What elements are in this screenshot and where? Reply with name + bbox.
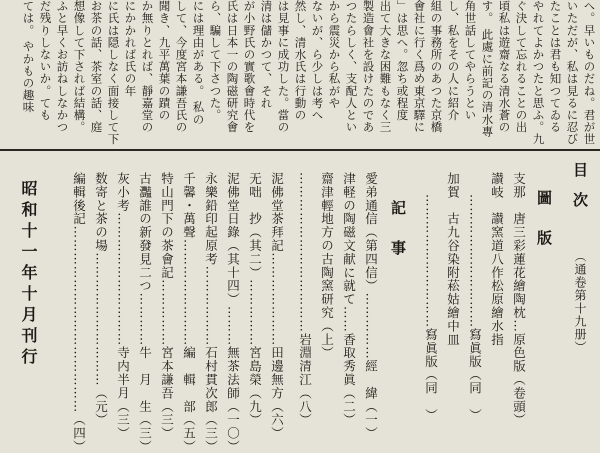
prose-line: いただが、私は見るに忍び <box>565 0 580 146</box>
prose-line: つたらしく、支配人とい <box>344 0 359 134</box>
prose-line: 出て大きな困難もなく三 <box>378 0 393 134</box>
prose-line: ふと早くお訪ねしなかつ <box>55 0 70 134</box>
prose-line: 角世話してやらうとい <box>463 0 478 121</box>
prose-line: 聞き、九平萬葉の蹟の <box>157 0 172 121</box>
prose-line: へ。早いものだね。君が世 <box>582 0 597 146</box>
prose-line: 清は儲かつて、それ <box>259 0 274 109</box>
toc-entry: 特山門下の茶會記……………宮本謙吾（三） <box>159 172 175 440</box>
toc-entry: 支那 唐三彩蓮花繪陶枕…原色版（卷頭） <box>511 172 527 427</box>
prose-line: は見事に成功した。當の <box>276 0 291 134</box>
toc-entry: 齋津輕地方の古陶窯研究（上） <box>319 172 335 360</box>
prose-line: 氏は日本一の陶磁研究會 <box>225 0 240 134</box>
prose-line: して、今度宮本謙吾氏の <box>174 0 189 134</box>
toc-entry: 数寄と茶の場…………………………（元） <box>93 172 109 427</box>
toc-entry: 永樂鉛印起原考………………石村貫次郎（三） <box>203 172 219 453</box>
articles-heading: 記 事 <box>389 200 407 260</box>
toc-entry: 津軽の陶磁文献に就て……香取秀眞（二） <box>341 172 357 427</box>
toc-entry: 千馨・萬聲……………………編 輯 部（五） <box>181 172 197 453</box>
divider-rule <box>0 149 600 151</box>
prose-line: 然し、清水氏は行動の <box>293 0 308 121</box>
toc-entry: 泥佛堂茶拜記…………………田邊無方（六） <box>269 172 285 440</box>
prose-line: だ残りしないか。ても <box>38 0 53 121</box>
plates-heading: 圖 版 <box>535 190 553 250</box>
prose-line: 」は思へ。忽ち或程度 <box>395 0 410 121</box>
toc-entry: 泥佛堂日錄（其十四）………無茶法師（一〇） <box>225 172 241 453</box>
toc-entry: …………………………寫眞版（同 ） <box>423 194 439 422</box>
prose-line: やれてよかつたと思ふ。九 <box>531 0 546 146</box>
prose-line: ぐ決して忘れることの出 <box>514 0 529 134</box>
prose-line: に氏は隠しなく面接して下 <box>106 0 121 146</box>
prose-line: 組の事務所のあつた京橋 <box>429 0 444 134</box>
toc-entry: ………………………………岩淵清江（八） <box>297 172 313 427</box>
publication-date: 昭和十一年十月刊行 <box>19 180 38 369</box>
prose-line: ては。 やかもの趣味 <box>21 0 36 114</box>
prose-line: から震災から私がや <box>327 0 342 109</box>
prose-line: か無りとれば、靜嘉堂の <box>140 0 155 134</box>
toc-entry: 古灩誰の新發見二つ…………牛 月 生（三） <box>137 172 153 453</box>
toc-entry: 灰小考…………………………寺内半月（三） <box>115 172 131 440</box>
toc-entry: 无咄 抄（其二）……………宮島榮（九） <box>247 172 263 427</box>
toc-entry: 讃岐 讃窯道八作松原繪水指 <box>489 172 505 347</box>
prose-line: す。 此處に前記の清水專 <box>480 0 495 138</box>
prose-line: し、私をその人に紹介 <box>446 0 461 121</box>
prose-line: には理由がある。 私の <box>191 0 206 126</box>
prose-line: ら、騙して下さつた。 <box>208 0 223 121</box>
toc-entry: 編輯後記……………………………………（四） <box>71 172 87 453</box>
prose-line: 頃私は遊齋なる清水蒼の <box>497 0 512 134</box>
prose-line: お茶の話、茶室の話、庭 <box>89 0 104 134</box>
prose-line: 製造會社を設けたのであ <box>361 0 376 134</box>
toc-entry: 加賀 古九谷染附菘姑繪中皿 <box>445 172 461 347</box>
issue-number: （通卷第十九册） <box>573 250 587 354</box>
prose-line: にかかれば氏の年 <box>123 0 138 97</box>
toc-heading: 目 次 <box>571 162 589 207</box>
prose-line: が小野氏の實歌會時代を <box>242 0 257 134</box>
prose-line: たことは君も知つてゐる <box>548 0 563 134</box>
prose-line: ないが、ら少しは考へ <box>310 0 325 121</box>
toc-entry: 愛弟通信（第四信）……………經 緯（一） <box>363 172 379 440</box>
toc-entry: …………………………寫眞版（同 ） <box>467 194 483 422</box>
prose-line: 想像して下されば結構。 <box>72 0 87 134</box>
prose-line: 會社に行く爲め東京驛に <box>412 0 427 134</box>
